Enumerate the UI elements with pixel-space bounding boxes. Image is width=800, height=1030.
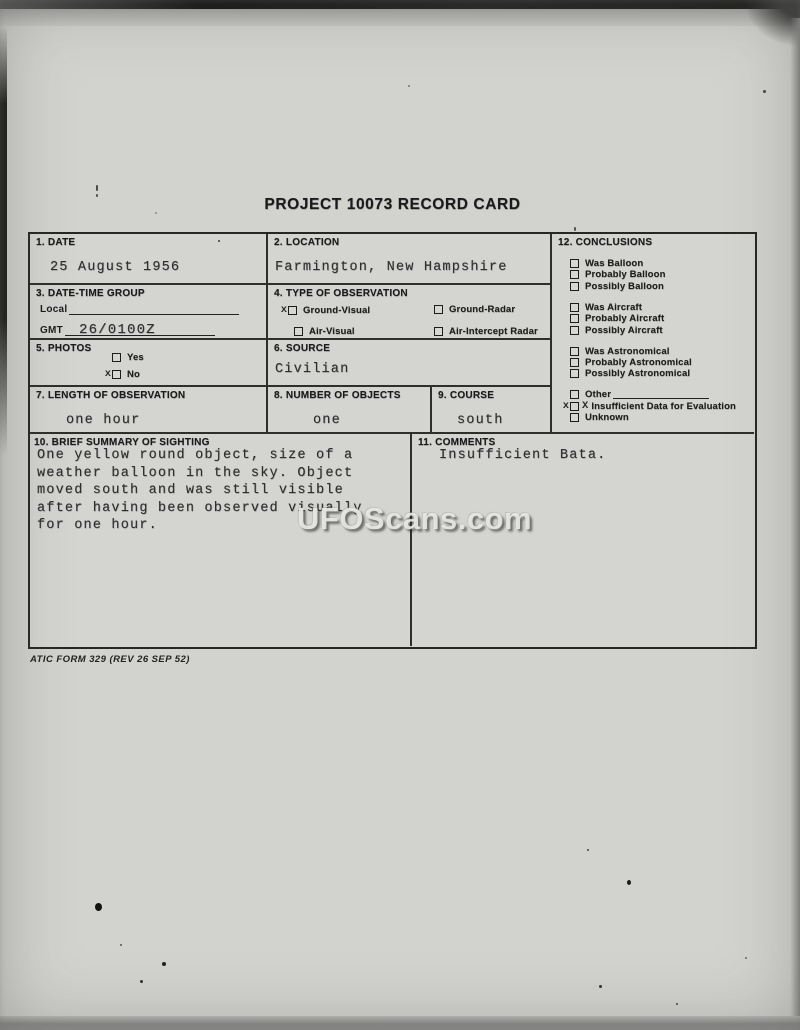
option-air-intercept-radar: Air-Intercept Radar: [424, 326, 538, 337]
field-location-value: Farmington, New Hampshire: [275, 260, 508, 275]
field-date: [30, 234, 268, 285]
conclusion-item-other: Other: [560, 389, 752, 400]
checkbox-icon: [288, 306, 297, 315]
field-brief-summary: [30, 434, 412, 646]
checkbox-icon: [570, 369, 579, 378]
record-card-table: [28, 232, 757, 649]
field-length-of-observation: [30, 387, 268, 434]
checkbox-icon: [570, 314, 579, 323]
field-course: [432, 387, 552, 434]
option-ground-radar: Ground-Radar: [424, 304, 515, 315]
checkbox-icon: [112, 370, 121, 379]
form-number: ATIC FORM 329 (REV 26 SEP 52): [30, 654, 190, 665]
conclusion-item: Was Aircraft: [560, 302, 752, 313]
scan-speckle: [599, 985, 602, 988]
scan-speckle: [587, 849, 589, 851]
field-length-label: 7. LENGTH OF OBSERVATION: [36, 390, 186, 401]
field-date-label: 1. DATE: [36, 237, 76, 248]
dtg-gmt-value: 26/0100Z: [78, 322, 156, 338]
checkbox-icon: [570, 358, 579, 367]
scan-edge-bottom: [0, 1016, 800, 1030]
field-date-value: 25 August 1956: [50, 260, 181, 275]
checkbox-icon: [434, 305, 443, 314]
checkbox-icon: [570, 303, 579, 312]
conclusions-list: [560, 258, 752, 424]
conclusion-item: Possibly Astronomical: [560, 368, 752, 379]
field-comments: [412, 434, 756, 646]
checkbox-icon: [570, 259, 579, 268]
conclusion-item-checked: x X Insufficient Data for Evaluation: [560, 401, 752, 412]
scan-speckle: [96, 185, 98, 191]
field-dtg-label: 3. DATE-TIME GROUP: [36, 288, 145, 299]
conclusion-item: Probably Astronomical: [560, 357, 752, 368]
field-comments-value: Insufficient Bata.: [439, 448, 607, 463]
scan-edge-left: [0, 26, 7, 456]
dtg-local-label: Local: [40, 304, 68, 315]
scan-speckle: [218, 240, 220, 242]
option-photos-yes: Yes: [102, 352, 144, 363]
scan-speckle: [120, 944, 122, 946]
check-mark: x: [104, 368, 111, 380]
dtg-local-line: [69, 304, 239, 315]
other-blank-line: [613, 390, 709, 399]
dtg-gmt-label: GMT: [40, 325, 63, 336]
scan-edge-top-band: [0, 9, 800, 26]
check-mark: x: [280, 304, 287, 316]
field-date-time-group: [30, 285, 268, 340]
checkbox-icon: [570, 347, 579, 356]
field-type-obs-label: 4. TYPE OF OBSERVATION: [274, 288, 408, 299]
summary-text: One yellow round object, size of a weather balloon in the sky. Object moved south and was still visible after having been observed visually for one hour.: [37, 448, 363, 533]
checkbox-icon: [434, 327, 443, 336]
checkbox-icon: [570, 390, 579, 399]
field-course-value: south: [457, 413, 504, 428]
conclusion-item: Possibly Aircraft: [560, 325, 752, 336]
field-photos: [30, 340, 268, 387]
field-type-of-observation: [268, 285, 552, 340]
check-mark: X: [582, 400, 589, 413]
checkbox-icon: [570, 282, 579, 291]
field-number-of-objects: [268, 387, 432, 434]
scan-speckle: [162, 962, 166, 966]
checkbox-icon: [570, 402, 579, 411]
dtg-local-row: [40, 304, 239, 315]
scan-edge-top: [0, 0, 800, 9]
scan-speckle: [96, 194, 98, 197]
field-number-label: 8. NUMBER OF OBJECTS: [274, 390, 401, 401]
field-conclusions: [552, 234, 754, 434]
conclusion-item: Was Balloon: [560, 258, 752, 269]
field-location-label: 2. LOCATION: [274, 237, 340, 248]
checkbox-icon: [294, 327, 303, 336]
conclusion-item: Probably Balloon: [560, 269, 752, 280]
field-source-value: Civilian: [275, 362, 350, 377]
field-conclusions-label: 12. CONCLUSIONS: [558, 237, 653, 248]
scan-speckle: [155, 212, 157, 214]
checkbox-icon: [570, 413, 579, 422]
scan-edge-right: [790, 18, 800, 1030]
option-ground-visual: x Ground-Visual: [278, 304, 370, 316]
field-location: [268, 234, 552, 285]
conclusion-item: Probably Aircraft: [560, 313, 752, 324]
dtg-gmt-row: [40, 322, 215, 338]
scan-speckle: [763, 90, 766, 93]
field-comments-label: 11. COMMENTS: [418, 437, 496, 448]
scan-speckle: [95, 903, 102, 911]
page-title: PROJECT 10073 RECORD CARD: [264, 196, 521, 213]
checkbox-icon: [112, 353, 121, 362]
scan-speckle: [574, 227, 576, 231]
scan-speckle: [745, 957, 747, 959]
conclusion-item: Was Astronomical: [560, 346, 752, 357]
ufoscans-watermark: UFOScans.com: [297, 501, 533, 536]
scan-speckle: [627, 880, 631, 885]
checkbox-icon: [570, 326, 579, 335]
field-number-value: one: [313, 413, 341, 428]
field-summary-label: 10. BRIEF SUMMARY OF SIGHTING: [34, 437, 210, 448]
field-photos-label: 5. PHOTOS: [36, 343, 92, 354]
scan-speckle: [408, 85, 410, 87]
field-length-value: one hour: [66, 413, 141, 428]
checkbox-icon: [570, 270, 579, 279]
scan-speckle: [676, 1003, 678, 1005]
option-air-visual: Air-Visual: [284, 326, 355, 337]
conclusion-item: Unknown: [560, 412, 752, 423]
field-source: [268, 340, 552, 387]
option-photos-no: x No: [102, 368, 140, 380]
field-course-label: 9. COURSE: [438, 390, 495, 401]
field-source-label: 6. SOURCE: [274, 343, 331, 354]
conclusion-item: Possibly Balloon: [560, 281, 752, 292]
scan-speckle: [140, 980, 143, 983]
check-mark: x: [562, 400, 569, 413]
dtg-gmt-line: [65, 322, 215, 338]
